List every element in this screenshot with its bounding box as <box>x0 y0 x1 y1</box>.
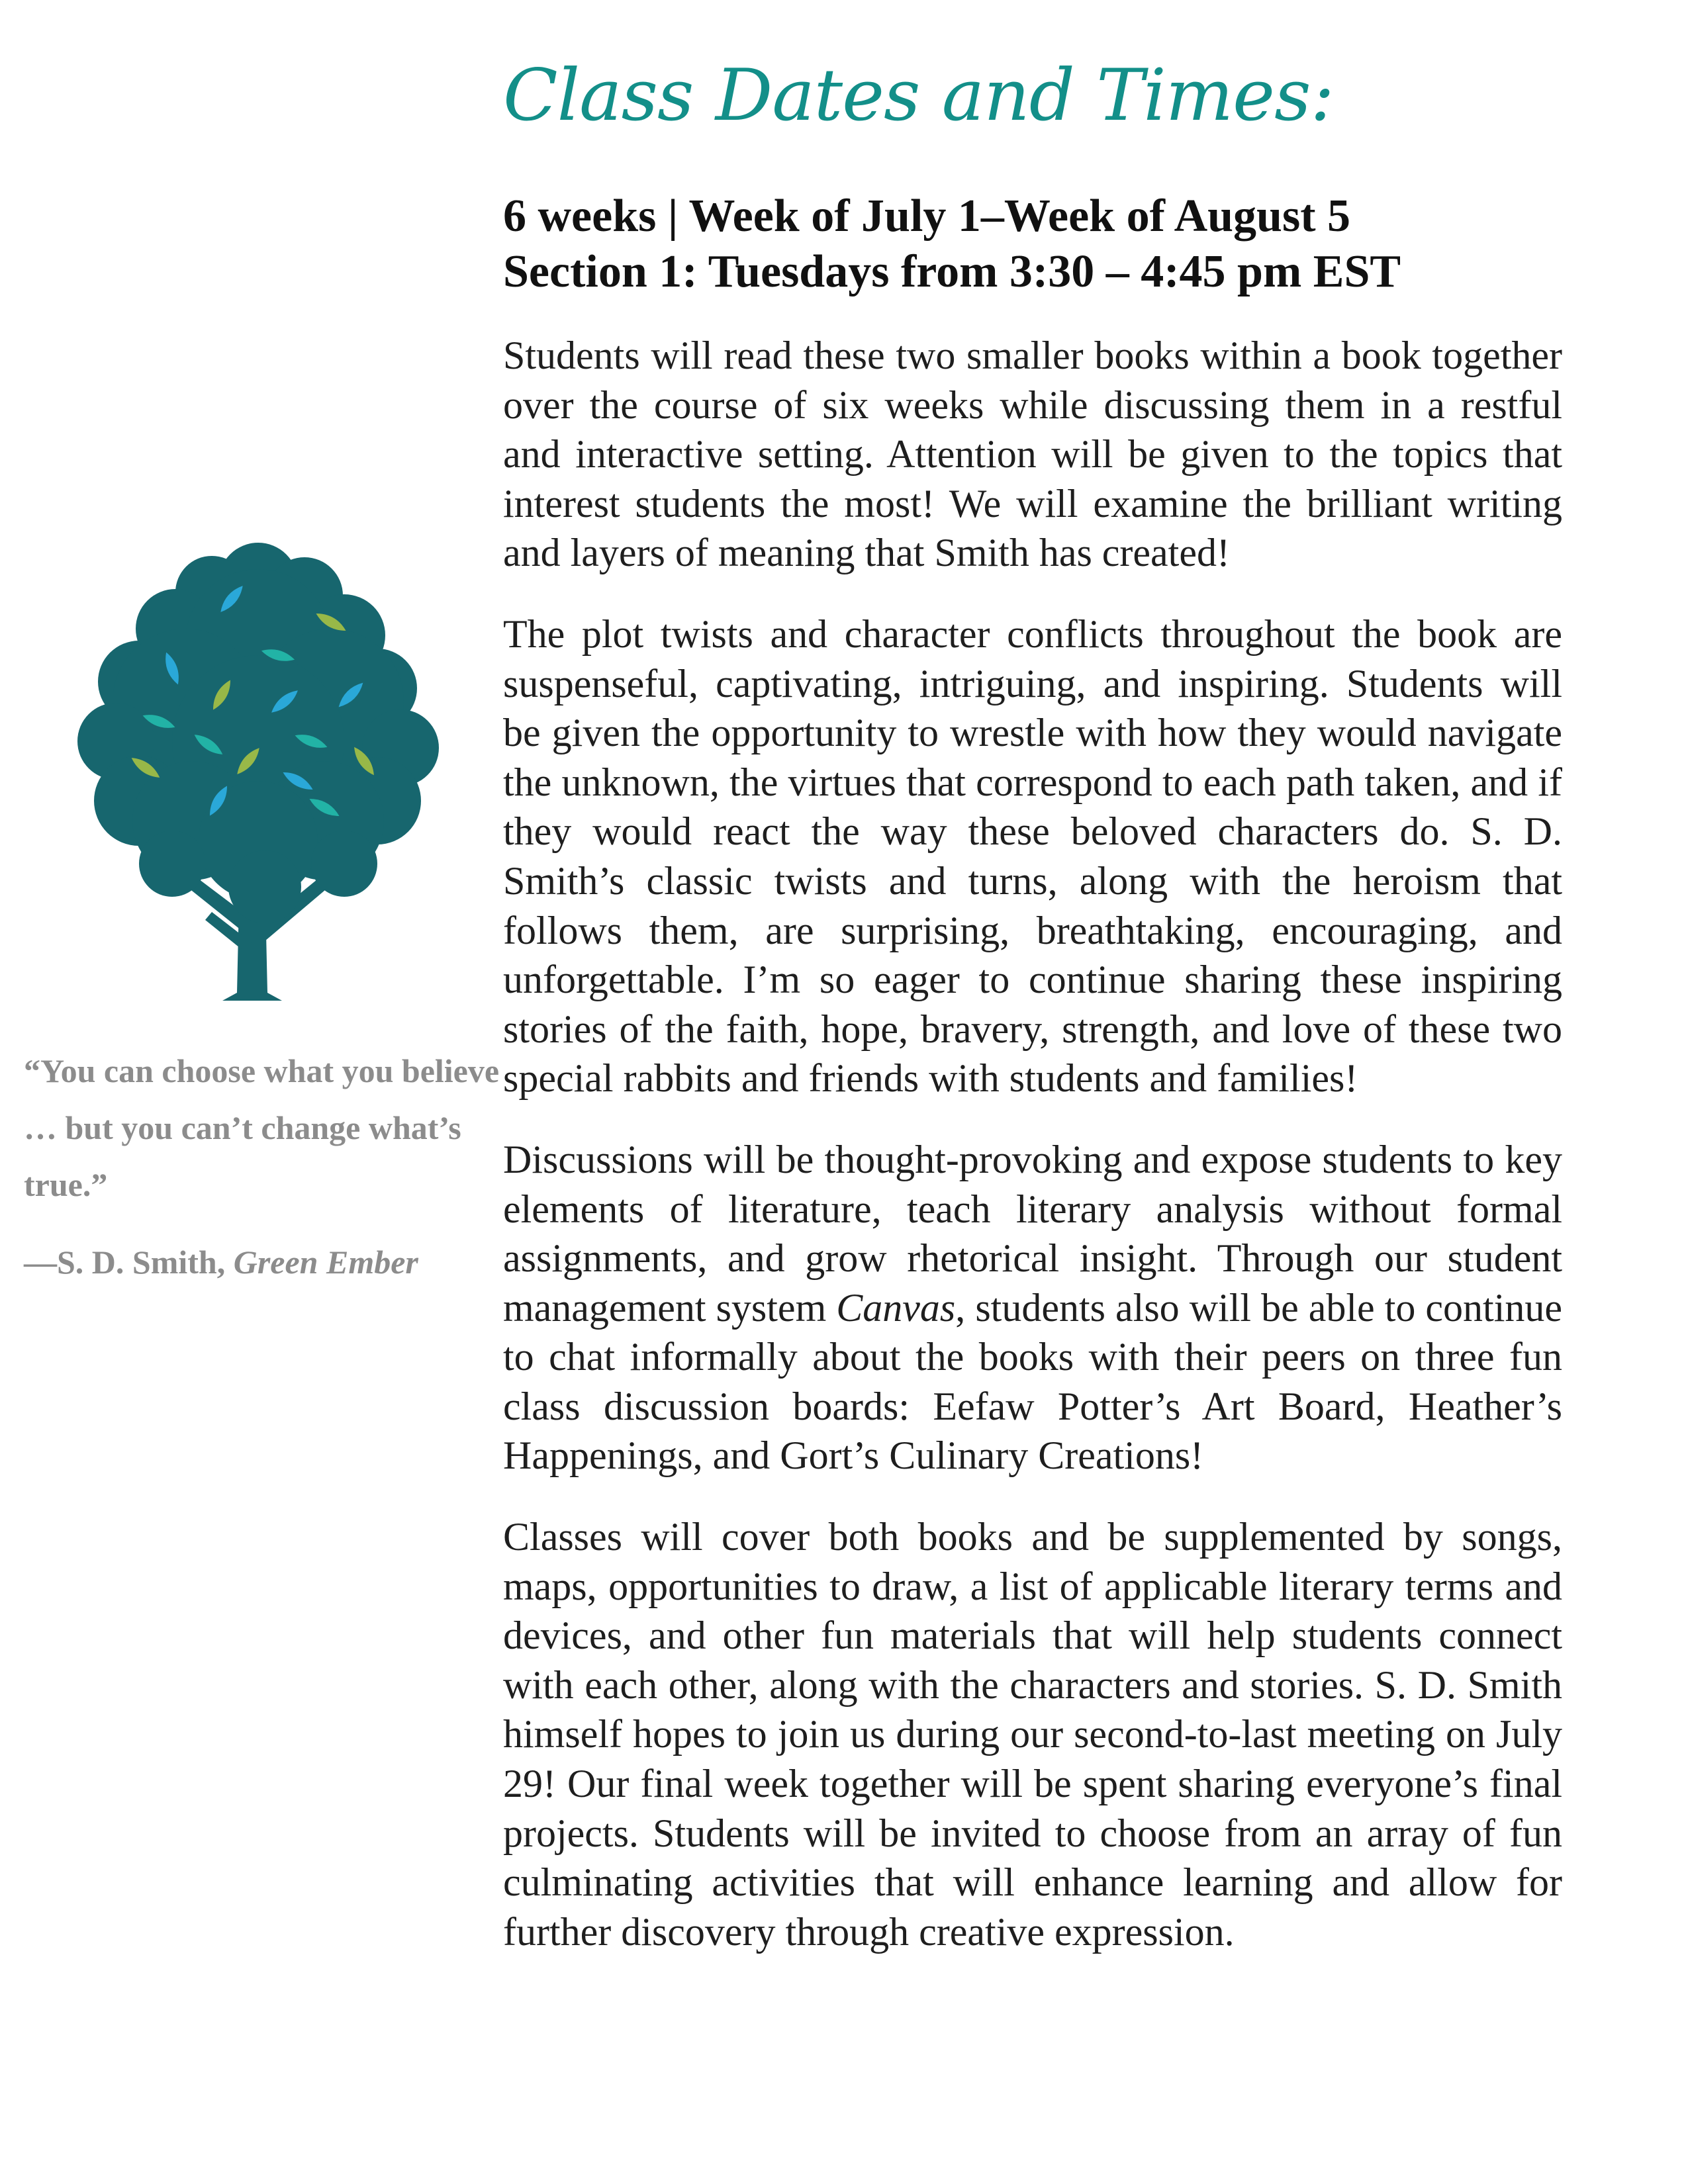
schedule-section: Section 1: Tuesdays from 3:30 – 4:45 pm EST <box>503 246 1401 297</box>
pull-quote: “You can choose what you believe … but you can’t change what’s true.” <box>24 1052 500 1203</box>
class-description <box>503 331 1562 1988</box>
paragraph-overview: Students will read these two smaller books within a book together over the course of six weeks while discussing them in a restful and interactive setting. Attention will be given to the topics that interest students the most! We will examine the brilliant writing and layers of meaning that Smith has created! <box>503 334 1562 575</box>
canvas-term: Canvas <box>836 1285 956 1330</box>
tree-foliage <box>77 543 439 923</box>
paragraph-materials: Classes will cover both books and be supplemented by songs, maps, opportunities to draw, a list of applicable literary terms and devices, and other fun materials that will help students connect with each other, along with the characters and stories. S. D. Smith himself hopes to join us during our second-to-last meeting on July 29! Our final week together will be spent sharing everyone’s final projects. Students will be invited to choose from an array of fun culminating activities that will enhance learning and allow for further discovery through creative expression. <box>503 1515 1562 1954</box>
schedule-block <box>503 189 1562 300</box>
tree-illustration-icon <box>66 529 450 1019</box>
attribution-book-title: Green Ember <box>233 1244 418 1281</box>
paragraph-discussions-end: , students also will be able to continue to chat informally about the books with their peers on three fun class discussion boards: Eefaw Potter’s Art Board, Heather’s Happenings, and Gort’s Culinary Creations! <box>503 1285 1563 1478</box>
quote-attribution <box>24 1238 500 1287</box>
schedule-weeks: 6 weeks | Week of July 1–Week of August 5 <box>503 191 1351 242</box>
paragraph-discussions-start: Discussions will be thought-provoking and expose students to key elements of literature, teach literary analysis without formal assignments, and grow rhetorical insight. Through our student management system <box>503 1137 1562 1330</box>
page-heading: Class Dates and Times: <box>503 54 1334 137</box>
paragraph-discussions <box>503 1135 1562 1480</box>
paragraph-plot: The plot twists and character conflicts throughout the book are suspenseful, captivating, intriguing, and inspiring. Students will be given the opportunity to wrestle with how they would navigate the unknown, the virtues that correspond to each path taken, and if they would react the way these beloved characters do. S. D. Smith’s classic twists and turns, along with the heroism that follows them, are surprising, breathtaking, encouraging, and unforgettable. I’m so eager to continue sharing these inspiring stories of the faith, hope, bravery, strength, and love of these two special rabbits and friends with students and families! <box>503 612 1562 1101</box>
attribution-author: —S. D. Smith, <box>24 1244 234 1281</box>
